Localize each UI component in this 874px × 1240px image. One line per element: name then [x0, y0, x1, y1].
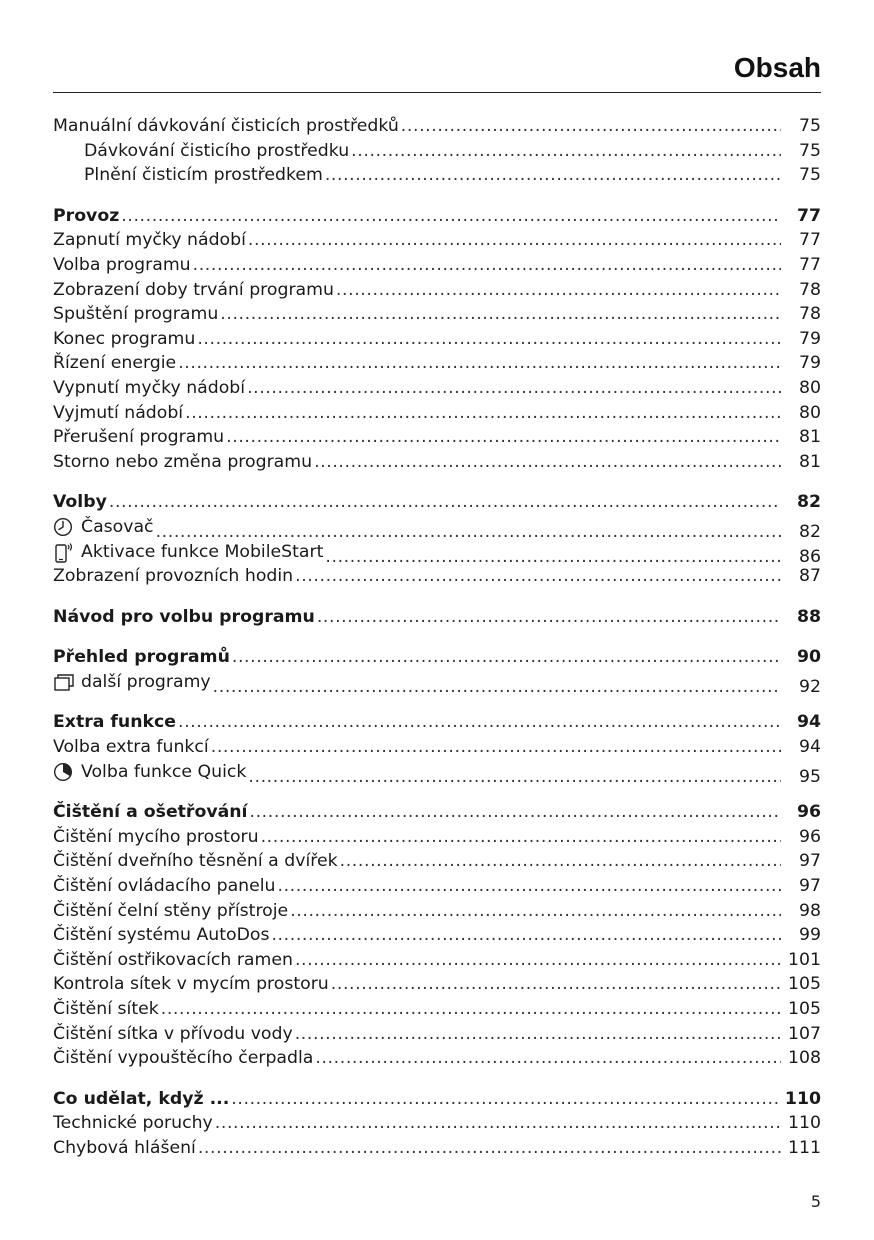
- toc-entry-label-wrapper: [53, 540, 323, 565]
- dot-leader: [109, 490, 781, 515]
- toc-entry-label: Plnění čisticím prostředkem: [84, 165, 323, 186]
- dot-leader: [211, 735, 781, 760]
- toc-entry-page: 78: [799, 304, 821, 325]
- toc-entry-label-wrapper: [53, 1022, 293, 1047]
- dot-leader: [325, 163, 781, 188]
- toc-entry-label: Čištění sítek: [53, 999, 159, 1019]
- toc-entry-page: 105: [788, 974, 821, 995]
- dot-leader: [215, 1111, 781, 1136]
- toc-entry-label: Kontrola sítek v mycím prostoru: [53, 974, 329, 995]
- toc-entry-page: 81: [799, 451, 821, 472]
- toc-entry-label: Volba programu: [53, 254, 191, 275]
- toc-entry-label-wrapper: [53, 351, 176, 376]
- toc-entry-page: 94: [796, 712, 821, 733]
- toc-entry[interactable]: [53, 1136, 821, 1161]
- toc-entry-page: 79: [799, 328, 821, 349]
- toc-entry-label-wrapper: [53, 710, 176, 735]
- toc-entry-page: 80: [799, 402, 821, 423]
- toc-entry-label-wrapper: [53, 760, 246, 785]
- toc-entry[interactable]: [53, 605, 821, 630]
- dot-leader: [231, 1087, 781, 1112]
- toc-entry-page: 77: [799, 254, 821, 275]
- toc-entry-label: Časovač: [81, 516, 154, 537]
- dot-leader: [278, 874, 782, 899]
- toc-entry[interactable]: [53, 139, 821, 164]
- toc-entry-page: 77: [796, 205, 821, 226]
- toc-entry-label-wrapper: [53, 163, 323, 188]
- toc-entry-page: 90: [796, 647, 821, 668]
- toc-entry-page: 79: [799, 353, 821, 374]
- toc-entry-label: Čištění dveřního těsnění a dvířek: [53, 851, 338, 872]
- toc-entry-page: 80: [799, 377, 821, 398]
- toc-entry-label-wrapper: [53, 515, 154, 540]
- toc-entry-label-wrapper: [53, 825, 259, 850]
- dot-leader: [290, 899, 781, 924]
- clock-icon: [53, 517, 73, 537]
- dot-leader: [121, 204, 781, 229]
- toc-entry-label: Přehled programů: [53, 647, 230, 668]
- toc-entry[interactable]: [53, 253, 821, 278]
- toc-entry-page: 97: [799, 876, 821, 897]
- dot-leader: [185, 401, 781, 426]
- dot-leader: [261, 825, 781, 850]
- toc-entry-page: 75: [799, 116, 821, 136]
- toc-entry[interactable]: [53, 204, 821, 229]
- toc-entry[interactable]: [53, 997, 821, 1022]
- toc-entry-label: Technické poruchy: [53, 1113, 213, 1134]
- dot-leader: [314, 450, 781, 475]
- toc-entry-page: 99: [799, 925, 821, 946]
- toc-entry-label-wrapper: [53, 997, 159, 1022]
- toc-entry-label: Spuštění programu: [53, 304, 219, 325]
- toc-entry-label: Chybová hlášení: [53, 1137, 196, 1158]
- toc-entry-label-wrapper: [53, 450, 312, 475]
- toc-entry-label-wrapper: [53, 490, 107, 515]
- toc-entry-label: Čištění ovládacího panelu: [53, 876, 276, 897]
- dot-leader: [248, 228, 781, 253]
- toc-entry[interactable]: [53, 710, 821, 735]
- toc-entry-label-wrapper: [53, 874, 276, 899]
- toc-entry-label-wrapper: [53, 1136, 196, 1161]
- dot-leader: [401, 114, 781, 139]
- toc-entry[interactable]: [53, 515, 821, 543]
- toc-entry-label: Extra funkce: [53, 712, 176, 733]
- toc-entry-label: Zobrazení provozních hodin: [53, 566, 294, 587]
- toc-entry-label-wrapper: [53, 923, 269, 948]
- toc-entry[interactable]: [53, 450, 821, 475]
- toc-entry[interactable]: [53, 401, 821, 426]
- toc-entry[interactable]: [53, 825, 821, 850]
- dot-leader: [226, 425, 781, 450]
- dot-leader: [351, 139, 781, 164]
- toc-entry-label: Manuální dávkování čisticích prostředků: [53, 116, 399, 136]
- toc-entry-label-wrapper: [53, 376, 245, 401]
- toc-entry-label: Aktivace funkce MobileStart: [81, 541, 324, 562]
- toc-entry-page: 101: [788, 949, 821, 970]
- toc-entry-label: Čištění a ošetřování: [53, 802, 248, 823]
- dot-leader: [232, 645, 781, 670]
- dot-leader: [317, 605, 781, 630]
- toc-entry-label: Návod pro volbu programu: [53, 606, 315, 627]
- toc-entry[interactable]: [53, 1022, 821, 1047]
- toc-entry-label-wrapper: [53, 228, 246, 253]
- toc-entry-page: 96: [796, 802, 821, 823]
- toc-entry-page: 75: [799, 140, 821, 161]
- toc-entry[interactable]: [53, 760, 821, 785]
- dot-leader: [178, 710, 781, 735]
- toc-entry[interactable]: [53, 114, 821, 139]
- toc-entry-label: Storno nebo změna programu: [53, 451, 313, 472]
- toc-entry-page: 75: [799, 165, 821, 186]
- toc-entry-page: 107: [788, 1023, 821, 1044]
- toc-entry-label-wrapper: [53, 253, 191, 278]
- toc-entry-page: 92: [799, 677, 821, 698]
- toc-entry-label: Vyjmutí nádobí: [53, 402, 184, 423]
- toc-entry-label-wrapper: [53, 302, 218, 327]
- dot-leader: [248, 765, 781, 790]
- toc-entry-label: Čištění čelní stěny přístroje: [53, 900, 289, 921]
- toc-entry-page: 105: [788, 999, 821, 1019]
- toc-entry-label-wrapper: [53, 1087, 229, 1112]
- toc-entry-page: 96: [799, 826, 821, 847]
- toc-entry-label: Volba funkce Quick: [81, 761, 247, 782]
- dot-leader: [193, 253, 781, 278]
- toc-entry[interactable]: [53, 564, 821, 589]
- toc-entry[interactable]: [53, 849, 821, 874]
- dot-leader: [295, 564, 781, 589]
- toc-entry-label-wrapper: [53, 605, 315, 630]
- toc-entry-label: Přerušení programu: [53, 427, 225, 448]
- toc-entry-label-wrapper: [53, 425, 224, 450]
- toc-entry-label-wrapper: [53, 401, 183, 426]
- dot-leader: [331, 972, 781, 997]
- dot-leader: [178, 351, 781, 376]
- toc-entry-label: Čištění vypouštěcího čerpadla: [53, 1048, 314, 1069]
- toc-entry[interactable]: [53, 645, 821, 670]
- toc-entry-label-wrapper: [53, 1111, 213, 1136]
- dot-leader: [340, 849, 781, 874]
- toc-entry-page: 86: [799, 546, 821, 567]
- toc-entry-label-wrapper: [53, 645, 230, 670]
- toc-entry[interactable]: [53, 425, 821, 450]
- table-of-contents: [53, 114, 821, 1161]
- toc-entry[interactable]: [53, 351, 821, 376]
- toc-entry[interactable]: [53, 1087, 821, 1112]
- toc-entry-page: 95: [799, 766, 821, 787]
- toc-entry-label: Volby: [53, 492, 107, 513]
- toc-entry-label: další programy: [81, 671, 211, 692]
- toc-entry[interactable]: [53, 1111, 821, 1136]
- toc-entry[interactable]: [53, 490, 821, 515]
- toc-entry-label-wrapper: [53, 735, 209, 760]
- toc-entry-label-wrapper: [53, 849, 338, 874]
- toc-entry-label-wrapper: [53, 899, 288, 924]
- toc-entry-label-wrapper: [53, 327, 195, 352]
- dot-leader: [295, 948, 781, 973]
- toc-entry-label-wrapper: [53, 564, 293, 589]
- toc-entry-page: 78: [799, 279, 821, 300]
- toc-entry-page: 110: [788, 1113, 821, 1134]
- toc-entry[interactable]: [53, 923, 821, 948]
- toc-entry-label-wrapper: [53, 139, 349, 164]
- toc-entry[interactable]: [53, 948, 821, 973]
- page-title: Obsah: [733, 52, 821, 83]
- dot-leader: [161, 997, 781, 1022]
- toc-entry[interactable]: [53, 327, 821, 352]
- toc-entry-label: Čištění sítka v přívodu vody: [53, 1023, 293, 1044]
- more-programs-icon: [53, 672, 73, 692]
- dot-leader: [271, 923, 781, 948]
- toc-entry-label: Zapnutí myčky nádobí: [53, 230, 246, 251]
- toc-entry[interactable]: [53, 800, 821, 825]
- dot-leader: [213, 675, 781, 700]
- toc-entry[interactable]: [53, 278, 821, 303]
- dot-leader: [220, 302, 781, 327]
- quick-icon: [53, 762, 73, 782]
- toc-entry-page: 77: [799, 230, 821, 251]
- dot-leader: [197, 327, 781, 352]
- toc-entry-label: Vypnutí myčky nádobí: [53, 377, 246, 398]
- toc-entry-page: 87: [799, 566, 821, 587]
- dot-leader: [198, 1136, 781, 1161]
- dot-leader: [295, 1022, 781, 1047]
- toc-entry-page: 94: [799, 737, 821, 758]
- toc-entry-label: Řízení energie: [53, 353, 177, 374]
- toc-entry-label: Čištění systému AutoDos: [53, 925, 270, 946]
- toc-entry-page: 110: [784, 1088, 821, 1109]
- toc-entry[interactable]: [53, 302, 821, 327]
- toc-entry-label: Dávkování čisticího prostředku: [84, 140, 350, 161]
- toc-entry-page: 82: [796, 492, 821, 513]
- toc-entry[interactable]: [53, 163, 821, 188]
- toc-entry-label-wrapper: [53, 1046, 313, 1071]
- toc-entry-page: 88: [796, 606, 821, 627]
- toc-entry-label: Čištění ostřikovacích ramen: [53, 949, 293, 970]
- page-number: 5: [810, 1192, 821, 1211]
- toc-entry-label: Provoz: [53, 205, 120, 226]
- toc-entry-page: 108: [788, 1048, 821, 1069]
- toc-entry-label: Volba extra funkcí: [53, 737, 209, 758]
- toc-entry-page: 97: [799, 851, 821, 872]
- toc-entry[interactable]: [53, 874, 821, 899]
- toc-entry[interactable]: [53, 972, 821, 997]
- toc-entry-label: Co udělat, když ...: [53, 1088, 230, 1109]
- toc-entry-label-wrapper: [53, 670, 211, 695]
- toc-entry[interactable]: [53, 670, 821, 698]
- toc-entry-label: Konec programu: [53, 328, 196, 349]
- toc-entry-label-wrapper: [53, 800, 247, 825]
- toc-entry-page: 98: [799, 900, 821, 921]
- toc-entry-label: Zobrazení doby trvání programu: [53, 279, 334, 300]
- toc-entry-label-wrapper: [53, 204, 119, 229]
- toc-entry-page: 81: [799, 427, 821, 448]
- dot-leader: [315, 1046, 781, 1071]
- toc-entry-label-wrapper: [53, 114, 399, 139]
- toc-entry[interactable]: [53, 376, 821, 401]
- toc-entry[interactable]: [53, 899, 821, 924]
- header-divider: [53, 92, 821, 93]
- toc-entry-label: Čištění mycího prostoru: [53, 826, 259, 847]
- toc-entry-label-wrapper: [53, 948, 293, 973]
- dot-leader: [247, 376, 781, 401]
- dot-leader: [336, 278, 781, 303]
- toc-entry-page: 111: [788, 1137, 821, 1158]
- dot-leader: [249, 800, 781, 825]
- toc-entry-page: 82: [799, 522, 821, 543]
- toc-entry-label-wrapper: [53, 972, 329, 997]
- toc-entry[interactable]: [53, 228, 821, 253]
- toc-entry[interactable]: [53, 735, 821, 760]
- toc-entry[interactable]: [53, 1046, 821, 1071]
- toc-entry-label-wrapper: [53, 278, 334, 303]
- mobile-start-icon: [53, 542, 73, 562]
